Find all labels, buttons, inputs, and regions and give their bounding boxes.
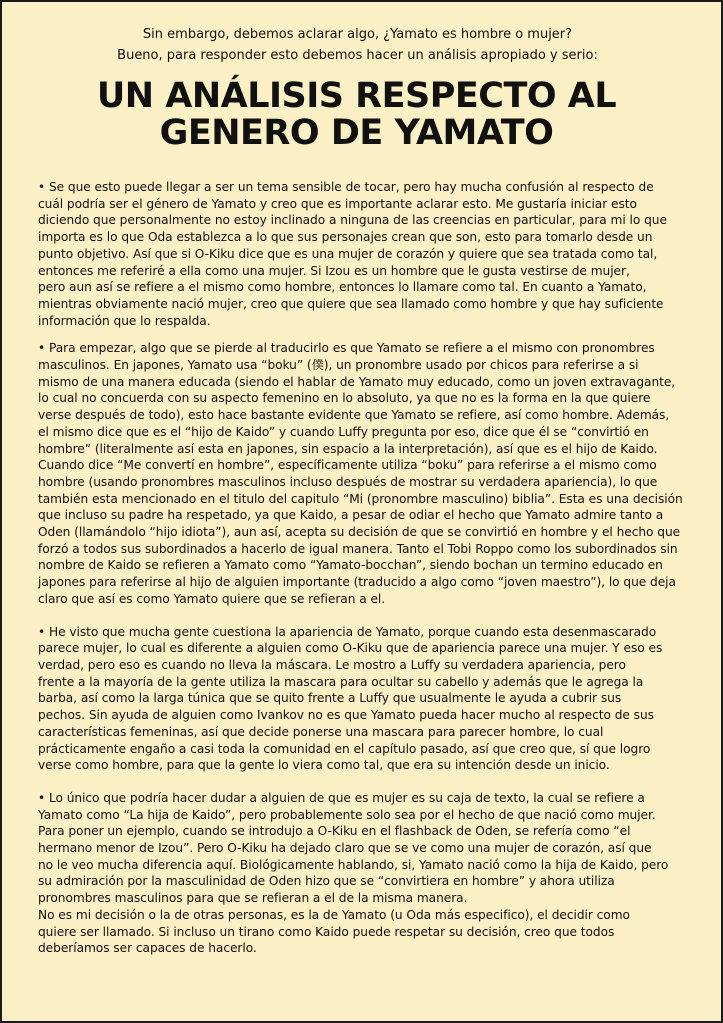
text-line: información que lo respalda. bbox=[38, 313, 211, 328]
text-line: hombre (usando pronombres masculinos incluso después de mostrar su verdadera apariencia), lo que bbox=[38, 474, 658, 489]
text-line: importa es lo que Oda establezca a lo que sus personajes crean que son, esto para tomarlo desde un bbox=[38, 230, 653, 245]
text-line: forzó a todos sus subordinados a hacerlo de igual manera. Tanto el Tobi Roppo como los subordinados sin bbox=[38, 541, 678, 556]
text-line: pronombres masculinos para que se refieran a el de la misma manera. bbox=[38, 891, 468, 906]
text-line: claro que así es como Yamato quiere que se refieran a el. bbox=[38, 591, 386, 606]
paragraph-intro bbox=[38, 179, 698, 329]
paragraph-conclusion bbox=[38, 790, 698, 957]
text-line: deberíamos ser capaces de hacerlo. bbox=[38, 941, 257, 956]
text-line: • Lo único que podría hacer dudar a alguien de que es mujer es su caja de texto, la cual se refiere a bbox=[38, 790, 645, 805]
text-line: barba, así como la larga túnica que se quito frente a Luffy que usualmente le ayuda a cubrir sus bbox=[38, 691, 622, 706]
text-line: también esta mencionado en el titulo del capitulo “Mi (pronombre masculino) biblia”. Esta es una decisión bbox=[38, 491, 683, 506]
text-line: verse después de todo), esto hace bastante evidente que Yamato se refiere, así como hombre. Además, bbox=[38, 408, 670, 423]
text-line: mismo de una manera educada (siendo el hablar de Yamato muy educado, como un joven extravagante, bbox=[38, 374, 676, 389]
text-line: nombre de Kaido se refieren a Yamato como “Yamato-bocchan”, siendo bochan un termino educado en bbox=[38, 558, 663, 573]
text-line: parece mujer, lo cual es diferente a alguien como O-Kiku que de apariencia parece una mujer. Y eso es bbox=[38, 641, 663, 656]
text-line: frente a la mayoría de la gente utiliza la mascara para ocultar su cabello y además que le agrega la bbox=[38, 674, 644, 689]
text-line: cuál podría ser el género de Yamato y creo que es importante aclarar esto. Me gustaría iniciar esto bbox=[38, 196, 637, 211]
text-line: prácticamente engaño a casi toda la comunidad en el capítulo pasado, así que creo que, sí que logro bbox=[38, 741, 651, 756]
text-line: su admiración por la masculinidad de Oden hizo que se “convirtiera en hombre” y ahora utiliza bbox=[38, 874, 615, 889]
paragraph-pronouns bbox=[38, 340, 698, 607]
text-line: Oden (llamándolo “hijo idiota”), aun así, acepta su decisión de que se convirtió en hombre y el hecho que bbox=[38, 525, 681, 540]
text-line: características femeninas, así que decide ponerse una mascara para parecer hombre, lo cual bbox=[38, 724, 604, 739]
text-line: japones para referirse al hijo de alguien importante (traducido a algo como “joven maestro”), lo que deja bbox=[38, 575, 676, 590]
text-line: hermano menor de Izou”. Pero O-Kiku ha dejado claro que se ve como una mujer de corazón, así que bbox=[38, 841, 652, 856]
text-line: entonces me referiré a ella como una mujer. Si Izou es un hombre que le gusta vestirse de mujer, bbox=[38, 263, 630, 278]
title-line: GENERO DE YAMATO bbox=[159, 113, 554, 153]
article-body bbox=[38, 179, 698, 968]
text-line: Para poner un ejemplo, cuando se introdujo a O-Kiku en el flashback de Oden, se refería como “el bbox=[38, 824, 631, 839]
intro-line: Sin embargo, debemos aclarar algo, ¿Yamato es hombre o mujer? bbox=[142, 27, 573, 42]
text-line: masculinos. En japones, Yamato usa “boku” (僕), un pronombre usado por chicos para referirse a si bbox=[38, 358, 639, 373]
text-line: pechos. Sin ayuda de alguien como Ivankov no es que Yamato pueda hacer mucho al respecto de sus bbox=[38, 708, 654, 723]
text-line: no le veo mucha diferencia aquí. Biológicamente hablando, si, Yamato nació como la hija de Kaido, pero bbox=[38, 857, 669, 872]
text-line: • Para empezar, algo que se pierde al traducirlo es que Yamato se refiere a el mismo con pronombres bbox=[38, 341, 655, 356]
text-line: lo cual no concuerda con su aspecto femenino en lo absoluto, ya que no es la forma en la que quiere bbox=[38, 391, 651, 406]
text-line: mientras obviamente nació mujer, creo que quiere que sea llamado como hombre y que hay suficiente bbox=[38, 296, 664, 311]
page-title bbox=[2, 78, 721, 152]
paragraph-appearance bbox=[38, 624, 698, 774]
text-line: • Se que esto puede llegar a ser un tema sensible de tocar, pero hay mucha confusión al respecto de bbox=[38, 180, 654, 194]
text-line: Cuando dice “Me convertí en hombre”, específicamente utiliza “boku” para referirse a el mismo como bbox=[38, 458, 657, 473]
intro-text bbox=[2, 24, 721, 66]
text-line: diciendo que personalmente no estoy inclinado a ninguna de las creencias en particular, para mi lo que bbox=[38, 213, 667, 228]
text-line: quiere ser llamado. Si incluso un tirano como Kaido puede respetar su decisión, creo que todos bbox=[38, 924, 615, 939]
text-line: verdad, pero eso es cuando no lleva la máscara. Le mostro a Luffy su verdadera apariencia, pero bbox=[38, 657, 626, 672]
text-line: verse como hombre, para que la gente lo viera como tal, que era su intención desde un inicio. bbox=[38, 758, 610, 773]
text-line: que incluso su padre ha respetado, ya que Kaido, a pesar de odiar el hecho que Yamato admire tanto a bbox=[38, 508, 664, 523]
intro-line: Bueno, para responder esto debemos hacer un análisis apropiado y serio: bbox=[117, 48, 598, 63]
text-line: • He visto que mucha gente cuestiona la apariencia de Yamato, porque cuando esta desenmascarado bbox=[38, 624, 657, 639]
text-line: Yamato como “La hija de Kaido”, pero probablemente solo sea por el hecho de que nació como mujer. bbox=[38, 807, 656, 822]
text-line: No es mi decisión o la de otras personas, es la de Yamato (u Oda más especifico), el decidir como bbox=[38, 907, 630, 922]
text-line: punto objetivo. Así que si O-Kiku dice que es una mujer de corazón y quiere que sea tratada como tal, bbox=[38, 246, 658, 261]
title-line: UN ANÁLISIS RESPECTO AL bbox=[96, 76, 617, 116]
text-line: hombre” (literalmente así esta en japones, sin espacio a la interpretación), así que es el hijo de Kaido. bbox=[38, 441, 658, 456]
text-line: pero aun así se refiere a el mismo como hombre, entonces lo llamare como tal. En cuanto a Yamato, bbox=[38, 280, 647, 295]
text-line: el mismo dice que es el “hijo de Kaido” y cuando Luffy pregunta por eso, dice que él se “convirtió en bbox=[38, 424, 649, 439]
